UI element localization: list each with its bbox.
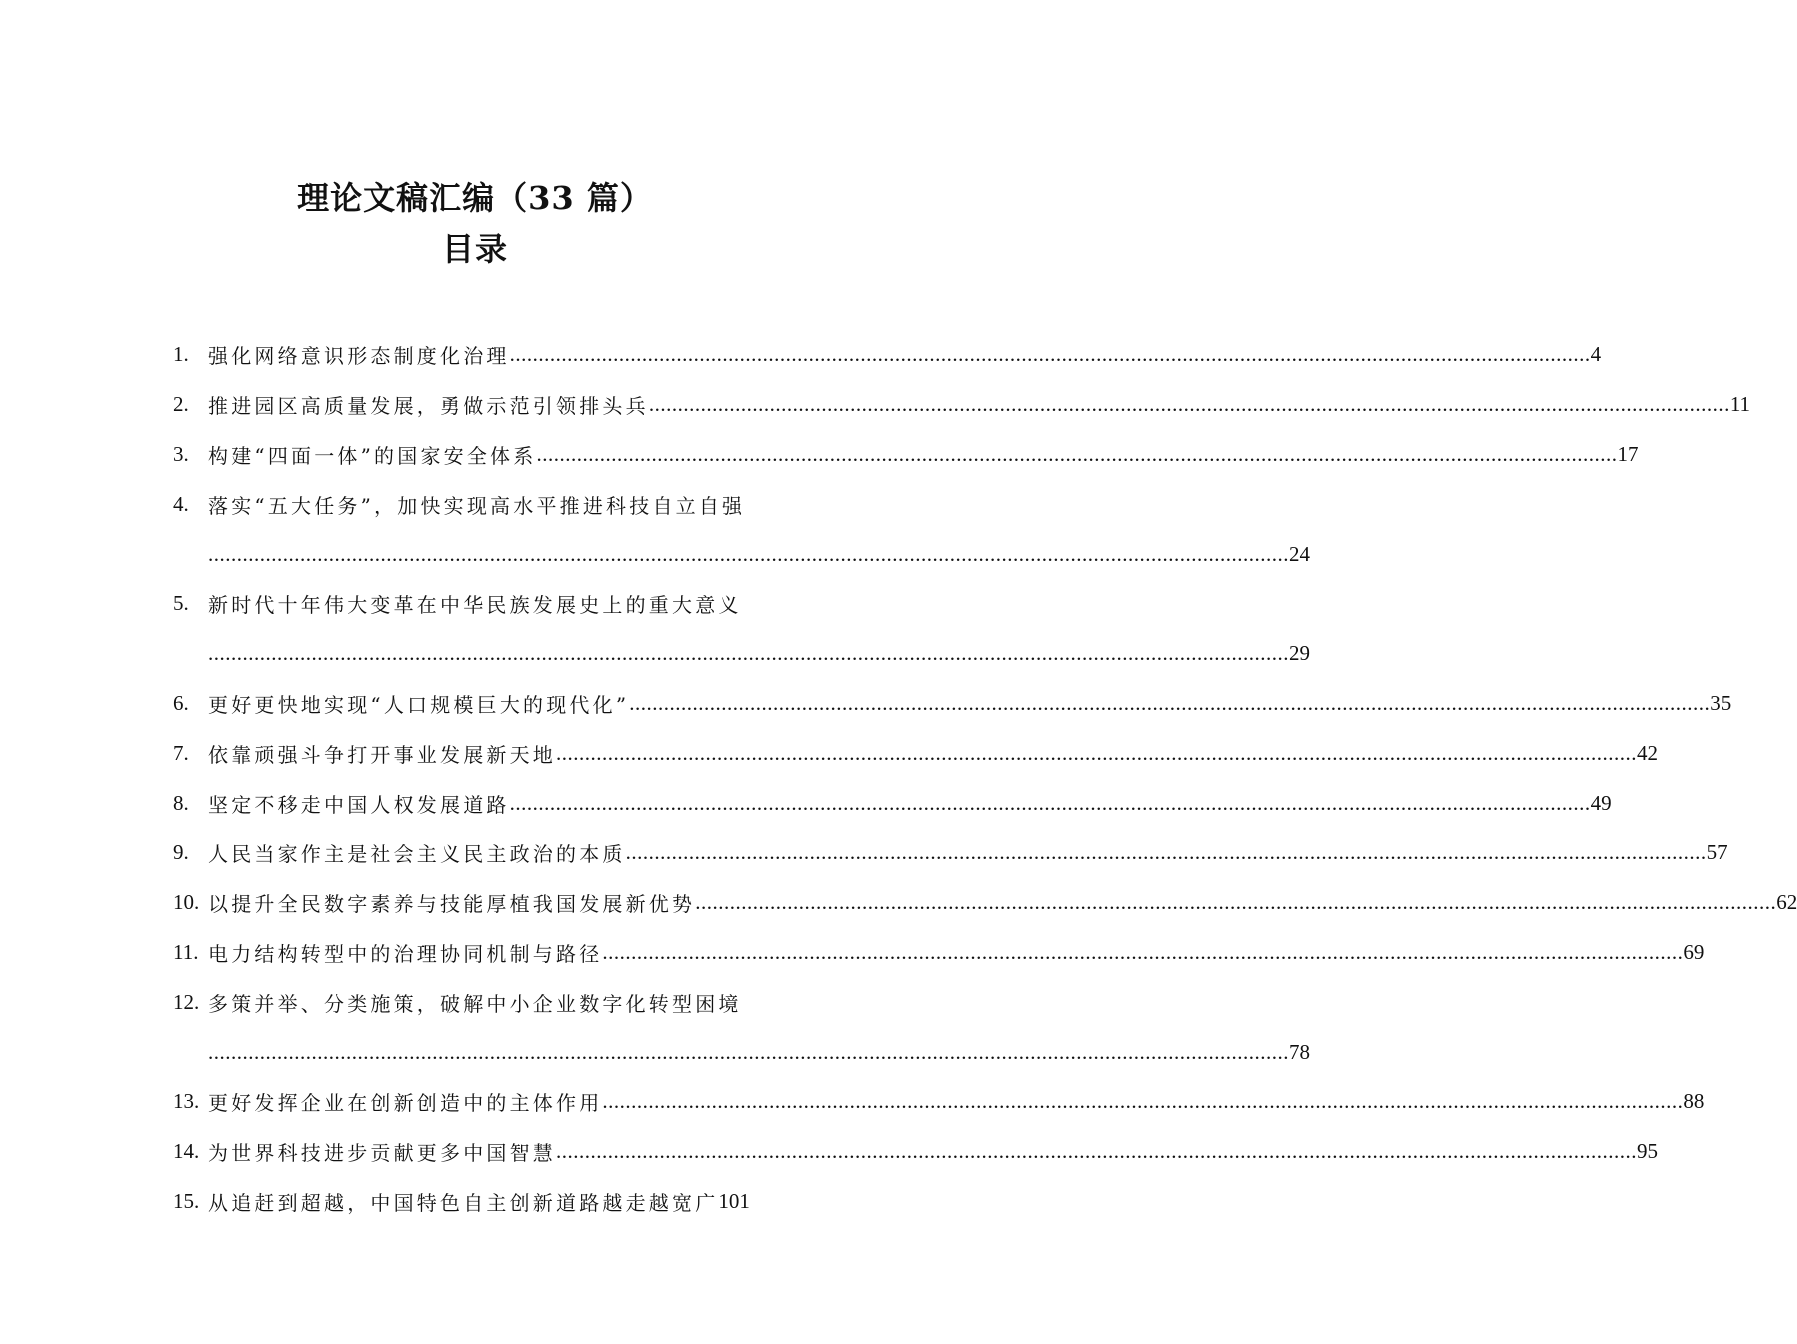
toc-entry-number: 11. bbox=[173, 939, 199, 964]
toc-entry-page: 95 bbox=[1637, 1139, 1658, 1164]
toc-entry-number: 14. bbox=[173, 1139, 200, 1164]
toc-entry-title: 以提升全民数字素养与技能厚植我国发展新优势 bbox=[208, 892, 696, 917]
toc-entry-15[interactable] bbox=[173, 1177, 813, 1227]
toc-entry-page: 42 bbox=[1637, 740, 1658, 765]
toc-entry-9[interactable] bbox=[173, 828, 1728, 878]
toc-entry-5[interactable] bbox=[173, 579, 813, 629]
toc-entry-7[interactable] bbox=[173, 728, 1658, 778]
toc-entry-5-continuation[interactable] bbox=[173, 629, 1310, 679]
toc-entry-page: 57 bbox=[1706, 840, 1728, 865]
toc-entry-title: 落实“五大任务”，加快实现高水平推进科技自立自强 bbox=[208, 493, 746, 518]
toc-entry-title: 推进园区高质量发展，勇做示范引领排头兵 bbox=[208, 394, 649, 419]
table-of-contents bbox=[173, 330, 1797, 1226]
toc-leader-dots: ............................................................................................................................................................................................ bbox=[509, 342, 1591, 367]
toc-entry-page: 62 bbox=[1776, 890, 1797, 915]
toc-entry-page: 29 bbox=[1289, 641, 1310, 666]
toc-entry-number: 8. bbox=[173, 790, 189, 815]
toc-entry-4-continuation[interactable] bbox=[173, 529, 1310, 579]
toc-entry-number: 6. bbox=[173, 690, 189, 715]
toc-entry-number: 5. bbox=[173, 591, 189, 616]
toc-entry-number: 9. bbox=[173, 840, 189, 865]
toc-entry-title: 人民当家作主是社会主义民主政治的本质 bbox=[208, 842, 626, 867]
toc-leader-dots: ............................................................................................................................................................................................ bbox=[695, 890, 1777, 915]
toc-entry-title: 为世界科技进步贡献更多中国智慧 bbox=[208, 1141, 556, 1166]
toc-entry-3[interactable] bbox=[173, 430, 1639, 480]
toc-entry-page: 17 bbox=[1617, 441, 1639, 466]
toc-entry-6[interactable] bbox=[173, 679, 1732, 729]
toc-entry-title: 构建“四面一体”的国家安全体系 bbox=[208, 443, 537, 468]
toc-entry-13[interactable] bbox=[173, 1077, 1705, 1127]
toc-entry-14[interactable] bbox=[173, 1127, 1658, 1177]
toc-leader-dots: ............................................................................................................................................................................................ bbox=[536, 441, 1618, 466]
toc-entry-title: 更好发挥企业在创新创造中的主体作用 bbox=[208, 1091, 603, 1116]
toc-entry-number: 13. bbox=[173, 1089, 200, 1114]
toc-entry-number: 2. bbox=[173, 392, 189, 417]
toc-leader-dots: ............................................................................................................................................................................................ bbox=[648, 392, 1730, 417]
toc-entry-number: 4. bbox=[173, 491, 189, 516]
toc-entry-title: 多策并举、分类施策，破解中小企业数字化转型困境 bbox=[208, 991, 742, 1016]
toc-leader-dots: ............................................................................................................................................................................................ bbox=[556, 1139, 1637, 1164]
toc-leader-dots: ............................................................................................................................................................................................ bbox=[208, 1039, 1289, 1064]
toc-entry-11[interactable] bbox=[173, 928, 1705, 978]
toc-entry-title: 新时代十年伟大变革在中华民族发展史上的重大意义 bbox=[208, 593, 742, 618]
toc-entry-title: 坚定不移走中国人权发展道路 bbox=[208, 792, 510, 817]
toc-entry-number: 7. bbox=[173, 740, 189, 765]
toc-leader-dots: ............................................................................................................................................................................................ bbox=[625, 840, 1707, 865]
toc-entry-4[interactable] bbox=[173, 479, 813, 529]
toc-leader-dots: ............................................................................................................................................................................................ bbox=[509, 790, 1591, 815]
toc-entry-title: 电力结构转型中的治理协同机制与路径 bbox=[208, 941, 603, 966]
toc-entry-page: 49 bbox=[1590, 790, 1612, 815]
toc-entry-number: 15. bbox=[173, 1188, 200, 1213]
toc-entry-page: 4 bbox=[1590, 342, 1602, 367]
toc-leader-dots: ............................................................................................................................................................................................ bbox=[556, 740, 1637, 765]
toc-entry-8[interactable] bbox=[173, 778, 1612, 828]
toc-entry-12[interactable] bbox=[173, 977, 813, 1027]
toc-entry-page: 11 bbox=[1729, 392, 1751, 417]
toc-entry-title: 更好更快地实现“人口规模巨大的现代化” bbox=[208, 692, 630, 717]
toc-entry-10[interactable] bbox=[173, 878, 1797, 928]
toc-entry-1[interactable] bbox=[173, 330, 1602, 380]
toc-leader-dots: ............................................................................................................................................................................................ bbox=[602, 1089, 1684, 1114]
toc-entry-page: 69 bbox=[1683, 939, 1705, 964]
toc-entry-12-continuation[interactable] bbox=[173, 1027, 1310, 1077]
toc-heading: 目录 bbox=[441, 230, 508, 268]
toc-entry-title: 从追赶到超越，中国特色自主创新道路越走越宽广 bbox=[208, 1190, 719, 1215]
toc-entry-page: 88 bbox=[1683, 1089, 1705, 1114]
toc-entry-page: 35 bbox=[1710, 690, 1732, 715]
toc-entry-number: 1. bbox=[173, 342, 189, 367]
toc-entry-page: 24 bbox=[1289, 541, 1310, 566]
toc-leader-dots: ............................................................................................................................................................................................ bbox=[208, 541, 1289, 566]
toc-entry-number: 12. bbox=[173, 989, 200, 1014]
toc-entry-number: 3. bbox=[173, 441, 189, 466]
toc-entry-title: 依靠顽强斗争打开事业发展新天地 bbox=[208, 742, 556, 767]
toc-entry-title: 强化网络意识形态制度化治理 bbox=[208, 344, 510, 369]
toc-entry-2[interactable] bbox=[173, 380, 1751, 430]
toc-leader-dots: ............................................................................................................................................................................................ bbox=[208, 641, 1289, 666]
toc-entry-page: 78 bbox=[1289, 1039, 1310, 1064]
toc-leader-dots: ............................................................................................................................................................................................ bbox=[602, 939, 1684, 964]
document-title: 理论文稿汇编（33 篇） bbox=[297, 179, 653, 217]
toc-entry-page: 101 bbox=[718, 1188, 750, 1213]
toc-leader-dots: ............................................................................................................................................................................................ bbox=[629, 690, 1711, 715]
toc-entry-number: 10. bbox=[173, 890, 200, 915]
